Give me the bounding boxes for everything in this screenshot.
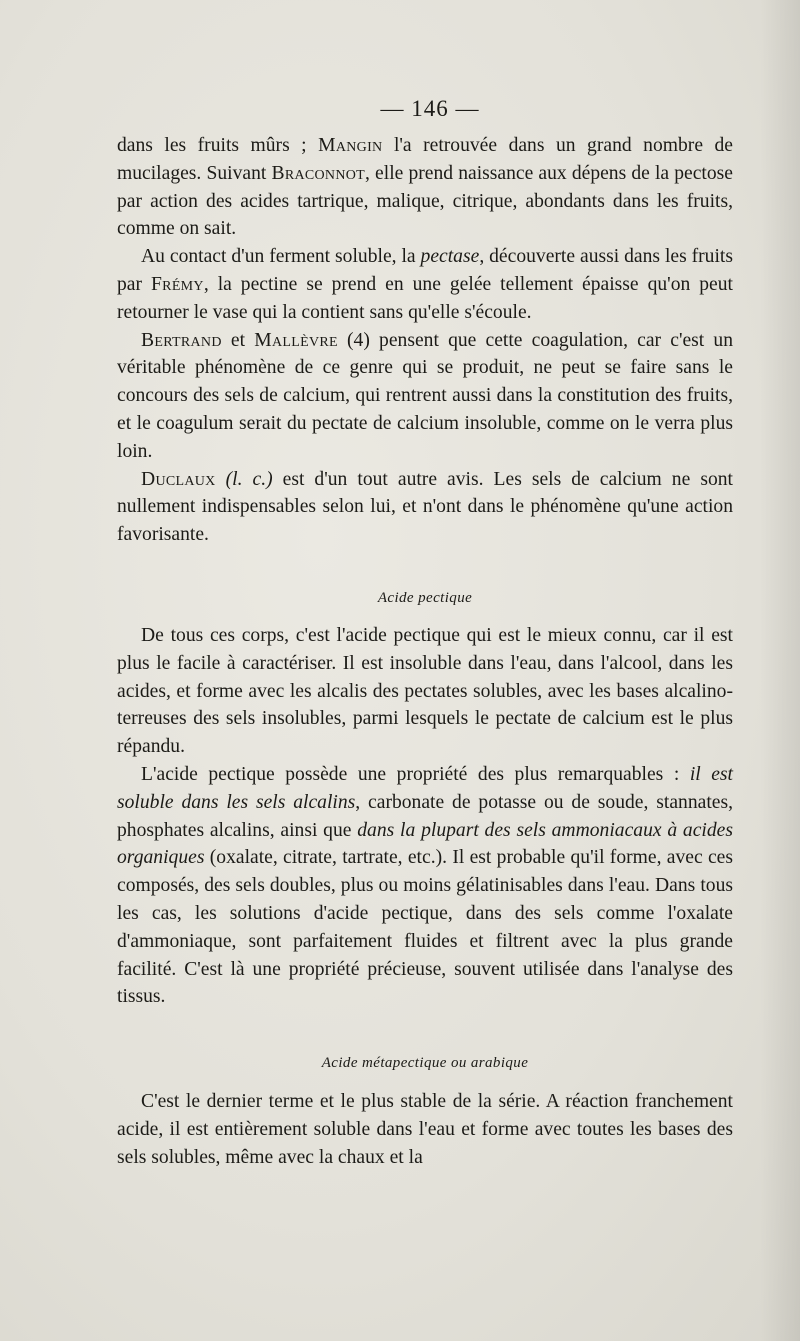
text-span: et xyxy=(221,329,255,351)
page-number: — 146 — xyxy=(380,96,480,121)
italic-term: pectase xyxy=(420,246,480,268)
text-span: , elle prend naissance aux dépens de la pectose par action des acides tartrique, malique, citrique, abondants dans les fruits, comme on sait. xyxy=(117,162,733,240)
text-span: dans les fruits mûrs ; xyxy=(117,135,319,156)
text-span: C'est le dernier terme et le plus stable de la série. A réaction franchement acide, il est entièrement soluble dans l'eau et forme avec toutes les bases des sels solubles, même avec la chaux et la xyxy=(117,1091,733,1168)
paragraph xyxy=(117,1088,733,1171)
italic-phrase: il est soluble dans les sels alcalins xyxy=(117,763,733,813)
paragraph xyxy=(117,466,733,549)
citation: (l. c.) xyxy=(215,468,273,490)
section-heading: Acide métapectique ou arabique xyxy=(321,1055,529,1071)
text-span: , découverte aussi dans les fruits par xyxy=(117,246,733,295)
text-span: (oxalate, citrate, tartrate, etc.). Il est probable qu'il forme, avec ces composés, des sels doubles, plus ou moins gélatinisables dans l'eau. Dans tous les cas, les solutions d'acide pectique, dans des sels comme l'oxalate d'ammoniaque, sont parfaitement fluides et filtrent avec la plus grande facilité. C'est là une propriété précieuse, souvent utilisée dans l'analyse des tissus. xyxy=(117,847,733,1008)
italic-phrase: dans la plupart des sels ammoniacaux à acides organiques xyxy=(117,819,733,869)
text-block-intro xyxy=(117,132,733,549)
paragraph xyxy=(117,243,733,326)
author-name: Mangin xyxy=(318,135,383,156)
text-block-acide-pectique xyxy=(117,622,733,1011)
text-span: Au contact d'un ferment soluble, la xyxy=(141,246,421,268)
page-edge-shadow xyxy=(760,0,800,1341)
text-span: , carbonate de potasse ou de soude, stannates, phosphates alcalins, ainsi que xyxy=(117,791,733,841)
section-heading: Acide pectique xyxy=(377,590,473,606)
text-span: , la pectine se prend en une gelée tellement épaisse qu'on peut retourner le vase qui la contient sans qu'elle s'écoule. xyxy=(117,273,733,323)
author-name: Frémy xyxy=(150,273,204,295)
text-span: L'acide pectique possède une propriété des plus remarquables : xyxy=(141,763,690,785)
text-span: De tous ces corps, c'est l'acide pectique qui est le mieux connu, car il est plus le facile à caractériser. Il est insoluble dans l'eau, dans l'alcool, dans les acides, et forme avec les alcalis des pectates solubles, avec les bases alcalino-terreuses des sels insolubles, parmi lesquels le pectate de calcium est le plus répandu. xyxy=(117,625,733,758)
text-span: (4) pensent que cette coagulation, car c'est un véritable phénomène de ce genre qui se produit, ne peut se faire sans le concours des sels de calcium, qui rentrent aussi dans la constitution des fruits, et le coagulum serait du pectate de calcium insoluble, comme on le verra plus loin. xyxy=(117,329,734,462)
text-block-acide-metapectique xyxy=(117,1088,733,1171)
author-name: Mallèvre xyxy=(254,329,338,351)
paragraph xyxy=(117,761,733,1011)
paragraph xyxy=(117,327,733,466)
text-span: l'a retrouvée dans un grand nombre de mucilages. Suivant xyxy=(117,135,733,184)
author-name: Braconnot xyxy=(271,162,366,184)
paragraph xyxy=(117,132,733,243)
author-name: Bertrand xyxy=(141,329,222,351)
text-span: est d'un tout autre avis. Les sels de calcium ne sont nullement indispensables selon lui, et n'ont dans le phénomène qu'une action favorisante. xyxy=(117,468,733,546)
paragraph xyxy=(117,622,733,761)
author-name: Duclaux xyxy=(141,468,216,490)
